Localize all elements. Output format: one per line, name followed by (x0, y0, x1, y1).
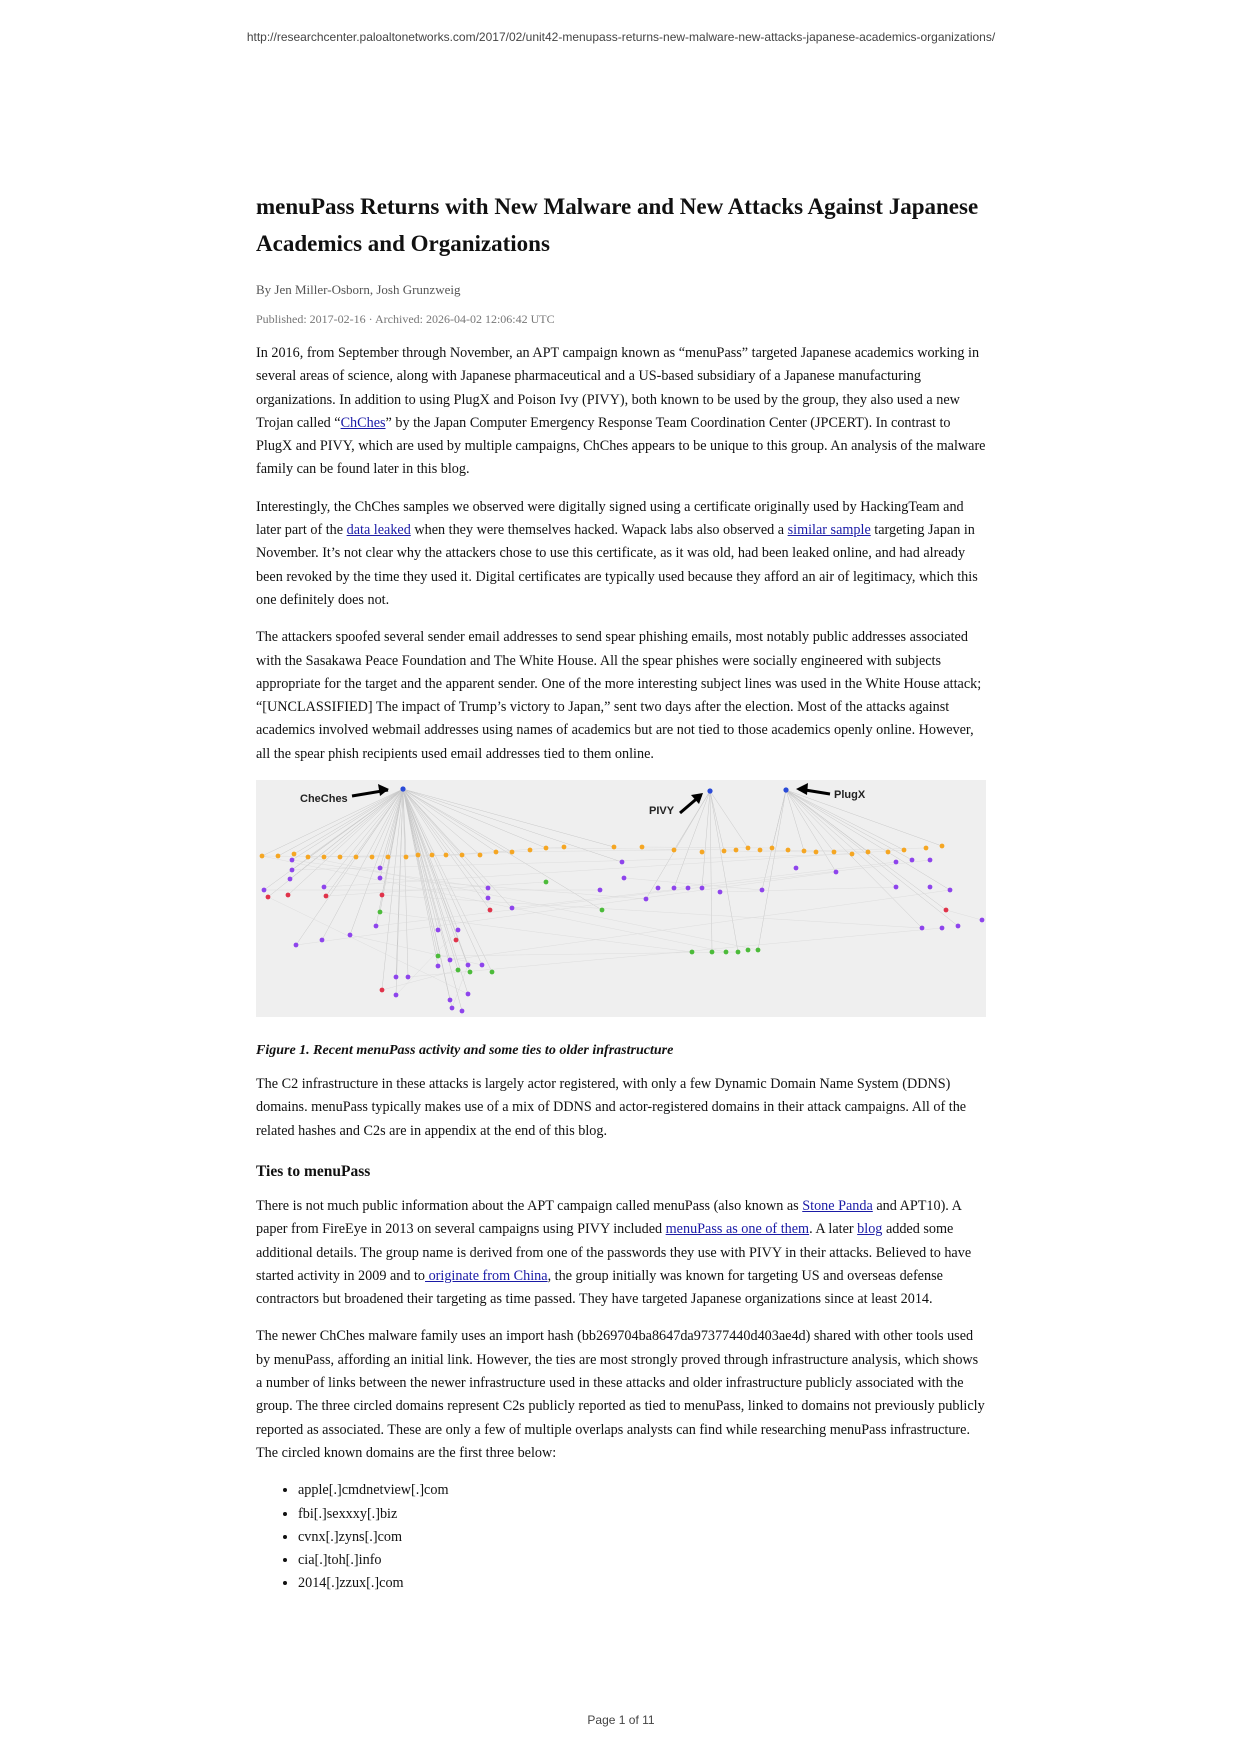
paragraph-5-text-b: and APT10). A paper from FireEye in 2013 on several campaigns using PIVY included (256, 1197, 962, 1238)
graph-node-purple (466, 992, 471, 997)
graph-node-orange (786, 848, 791, 853)
article-byline: By Jen Miller-Osborn, Josh Grunzweig (256, 282, 461, 297)
paragraph-1 (256, 342, 986, 482)
paragraph-5-text-e: , the group initially was known for targeting US and overseas defense contractors but broadened their targeting as time passed. They have targeted Japanese organizations since at least 2014. (256, 1267, 943, 1308)
graph-node-purple (928, 885, 933, 890)
graph-node-orange (758, 848, 763, 853)
graph-node-purple (686, 886, 691, 891)
graph-node-purple (290, 858, 295, 863)
graph-node-green (490, 970, 495, 975)
list-item: • apple[.]cmdnetview[.]com (298, 1479, 986, 1502)
figure-caption: Figure 1. Recent menuPass activity and some ties to older infrastructure (256, 1043, 674, 1059)
graph-node-orange (850, 852, 855, 857)
graph-node-orange (672, 848, 677, 853)
graph-node-green (436, 954, 441, 959)
graph-node-purple (598, 888, 603, 893)
paragraph-5-text-a: There is not much public information about the APT campaign called menuPass (also known as (256, 1197, 803, 1214)
graph-node-orange (354, 855, 359, 860)
graph-node-orange (386, 855, 391, 860)
graph-node-orange (416, 853, 421, 858)
network-graph-svg (256, 780, 986, 1017)
link-similar-sample[interactable]: similar sample (787, 522, 871, 539)
graph-node-orange (562, 845, 567, 850)
graph-node-purple (460, 1009, 465, 1014)
graph-node-orange (370, 855, 375, 860)
label-cheches: CheChes (300, 793, 348, 806)
list-item: • cia[.]toh[.]info (298, 1549, 986, 1572)
paragraph-2-text-c: targeting Japan in November. It’s not clear why the attackers chose to use this certificate, as it was old, had been leaked online, and had already been revoked by the time they used it. Digital certificates are typically used because they afford an air of legitimacy, which this one definitely does not. (256, 522, 978, 608)
link-stone-panda[interactable]: Stone Panda (802, 1197, 873, 1214)
graph-node-purple (436, 928, 441, 933)
paragraph-2-text-b: when they were themselves hacked. Wapack labs also observed a (410, 522, 788, 539)
graph-node-purple (394, 975, 399, 980)
graph-node-orange (770, 846, 775, 851)
graph-node-purple (956, 924, 961, 929)
graph-node-green (456, 968, 461, 973)
graph-node-green (600, 908, 605, 913)
paragraph-6: The newer ChChes malware family uses an import hash (bb269704ba8647da97377440d403ae4d) shared with other tools used by menuPass, affording an initial link. However, the ties are most strongly proved through infrastructure analysis, which shows a number of links between the newer infrastructure used in these attacks and older infrastructure publicly associated with the group. The three circled domains represent C2s publicly reported as tied to menuPass, linked to domains not previously publicly reported as associated. These are only a few of multiple overlaps analysts can find while researching menuPass infrastructure. The circled known domains are the first three below: (256, 1328, 985, 1461)
link-blog[interactable]: blog (857, 1221, 883, 1238)
graph-node-purple (486, 896, 491, 901)
graph-node-purple (290, 868, 295, 873)
paragraph-2 (256, 496, 986, 612)
graph-node-blue (400, 786, 405, 791)
section-heading: Ties to menuPass (256, 1162, 371, 1180)
list-item: • fbi[.]sexxxy[.]biz (298, 1503, 986, 1526)
graph-node-red (944, 908, 949, 913)
graph-node-green (736, 950, 741, 955)
list-item: • cvnx[.]zyns[.]com (298, 1526, 986, 1549)
graph-node-green (544, 880, 549, 885)
graph-node-orange (612, 845, 617, 850)
link-menupass-as-one-of-them[interactable]: menuPass as one of them (665, 1221, 810, 1238)
graph-node-purple (448, 958, 453, 963)
graph-node-purple (450, 1006, 455, 1011)
graph-node-purple (760, 888, 765, 893)
graph-node-purple (320, 938, 325, 943)
graph-node-purple (622, 876, 627, 881)
graph-node-red (488, 908, 493, 913)
graph-node-orange (814, 850, 819, 855)
graph-node-green (724, 950, 729, 955)
graph-node-purple (378, 876, 383, 881)
graph-node-red (454, 938, 459, 943)
article (256, 188, 986, 1596)
graph-node-orange (494, 850, 499, 855)
graph-node-orange (444, 853, 449, 858)
paragraph-4: The C2 infrastructure in these attacks is largely actor registered, with only a few Dynamic Domain Name System (DDNS) domains. menuPass typically makes use of a mix of DDNS and actor-registered domains in their attack campaigns. All of the related hashes and C2s are in appendix at the end of this blog. (256, 1076, 967, 1139)
graph-node-purple (894, 885, 899, 890)
graph-node-red (266, 895, 271, 900)
graph-node-orange (404, 855, 409, 860)
graph-node-purple (940, 926, 945, 931)
graph-node-green (756, 948, 761, 953)
graph-node-purple (948, 888, 953, 893)
graph-node-purple (456, 928, 461, 933)
graph-node-orange (886, 850, 891, 855)
graph-node-purple (672, 886, 677, 891)
graph-node-purple (486, 886, 491, 891)
graph-node-purple (436, 964, 441, 969)
article-published-date: Published: 2017-02-16 · Archived: 2026-04-02 12:06:42 UTC (256, 312, 555, 326)
paragraph-1-text-b: ” by the Japan Computer Emergency Response Team Coordination Center (JPCERT). In contrast to PlugX and PIVY, which are used by multiple campaigns, ChChes appears to be unique to this group. An analysis of the malware family can be found later in this blog. (256, 414, 986, 478)
page-number: Page 1 of 11 (587, 1713, 655, 1727)
link-originate-from-china[interactable]: originate from China (425, 1267, 548, 1284)
graph-node-orange (544, 846, 549, 851)
graph-node-orange (640, 845, 645, 850)
graph-node-purple (928, 858, 933, 863)
graph-node-red (380, 988, 385, 993)
graph-node-purple (394, 993, 399, 998)
graph-node-orange (306, 855, 311, 860)
graph-node-purple (294, 943, 299, 948)
graph-node-orange (902, 848, 907, 853)
article-title: menuPass Returns with New Malware and New Attacks Against Japanese Academics and Organizations (256, 194, 979, 256)
graph-node-orange (746, 846, 751, 851)
figure-network-graph (256, 780, 986, 1017)
paragraph-5 (256, 1195, 986, 1311)
graph-node-orange (924, 846, 929, 851)
graph-node-purple (510, 906, 515, 911)
domain-list (256, 1479, 986, 1595)
graph-node-purple (894, 860, 899, 865)
label-plugx: PlugX (834, 789, 866, 802)
graph-node-purple (466, 963, 471, 968)
graph-node-green (690, 950, 695, 955)
graph-node-orange (276, 854, 281, 859)
graph-node-red (286, 893, 291, 898)
graph-node-purple (700, 886, 705, 891)
graph-node-orange (292, 852, 297, 857)
graph-node-orange (430, 853, 435, 858)
graph-node-purple (644, 897, 649, 902)
graph-node-blue (783, 787, 788, 792)
page-url-header: http://researchcenter.paloaltonetworks.com/2017/02/unit42-menupass-returns-new-malware-new-attacks-japanese-academics-organizations/ (246, 30, 996, 44)
link-chches[interactable]: ChChes (340, 414, 386, 431)
paragraph-5-text-d: added some additional details. The group name is derived from one of the passwords they use with PIVY in their attacks. Believed to have started activity in 2009 and to (256, 1221, 972, 1284)
graph-node-orange (802, 849, 807, 854)
graph-node-green (378, 910, 383, 915)
graph-node-orange (940, 844, 945, 849)
graph-node-orange (338, 855, 343, 860)
graph-node-orange (832, 850, 837, 855)
graph-node-purple (980, 918, 985, 923)
graph-node-orange (866, 850, 871, 855)
graph-node-orange (478, 853, 483, 858)
graph-node-purple (480, 963, 485, 968)
graph-node-orange (460, 853, 465, 858)
graph-node-purple (910, 858, 915, 863)
graph-node-purple (406, 975, 411, 980)
graph-node-purple (834, 870, 839, 875)
graph-node-orange (528, 848, 533, 853)
graph-node-purple (288, 877, 293, 882)
graph-node-purple (656, 886, 661, 891)
graph-node-purple (718, 890, 723, 895)
graph-node-purple (620, 860, 625, 865)
graph-node-purple (378, 866, 383, 871)
link-data-leaked[interactable]: data leaked (346, 522, 411, 539)
paragraph-1-text-a: In 2016, from September through November, an APT campaign known as “menuPass” targeted Japanese academics working in several areas of science, along with Japanese pharmaceutical and a US-based subsidiary of a Japanese manufacturing organizations. In addition to using PlugX and Poison Ivy (PIVY), both known to be used by the group, they also used a new Trojan called “ (256, 345, 980, 431)
graph-node-blue (707, 788, 712, 793)
graph-node-purple (448, 998, 453, 1003)
paragraph-5-text-c: . A later (809, 1221, 858, 1238)
list-item: • 2014[.]zzux[.]com (298, 1572, 986, 1595)
graph-node-red (380, 893, 385, 898)
graph-node-green (746, 948, 751, 953)
graph-node-green (468, 970, 473, 975)
graph-node-purple (322, 885, 327, 890)
graph-node-purple (348, 933, 353, 938)
graph-node-purple (374, 924, 379, 929)
graph-node-orange (260, 854, 265, 859)
graph-node-purple (794, 866, 799, 871)
paragraph-3: The attackers spoofed several sender email addresses to send spear phishing emails, most notably public addresses associated with the Sasakawa Peace Foundation and The White House. All the spear phishes were socially engineered with subjects appropriate for the target and the apparent sender. One of the more interesting subject lines was used in the White House attack; “[UNCLASSIFIED] The impact of Trump’s victory to Japan,” sent two days after the election. Most of the attacks against academics involved webmail addresses using names of academics but are not tied to those academics openly online. However, all the spear phish recipients used email addresses tied to them online. (256, 629, 982, 762)
graph-node-purple (920, 926, 925, 931)
graph-node-green (710, 950, 715, 955)
paragraph-2-text-a: Interestingly, the ChChes samples we observed were digitally signed using a certificate originally used by HackingTeam and later part of the (256, 498, 964, 539)
graph-node-orange (722, 849, 727, 854)
graph-node-purple (262, 888, 267, 893)
graph-node-orange (700, 850, 705, 855)
graph-node-orange (322, 855, 327, 860)
graph-node-orange (510, 850, 515, 855)
graph-node-red (324, 894, 329, 899)
graph-node-orange (734, 848, 739, 853)
label-pivy: PIVY (649, 805, 675, 818)
